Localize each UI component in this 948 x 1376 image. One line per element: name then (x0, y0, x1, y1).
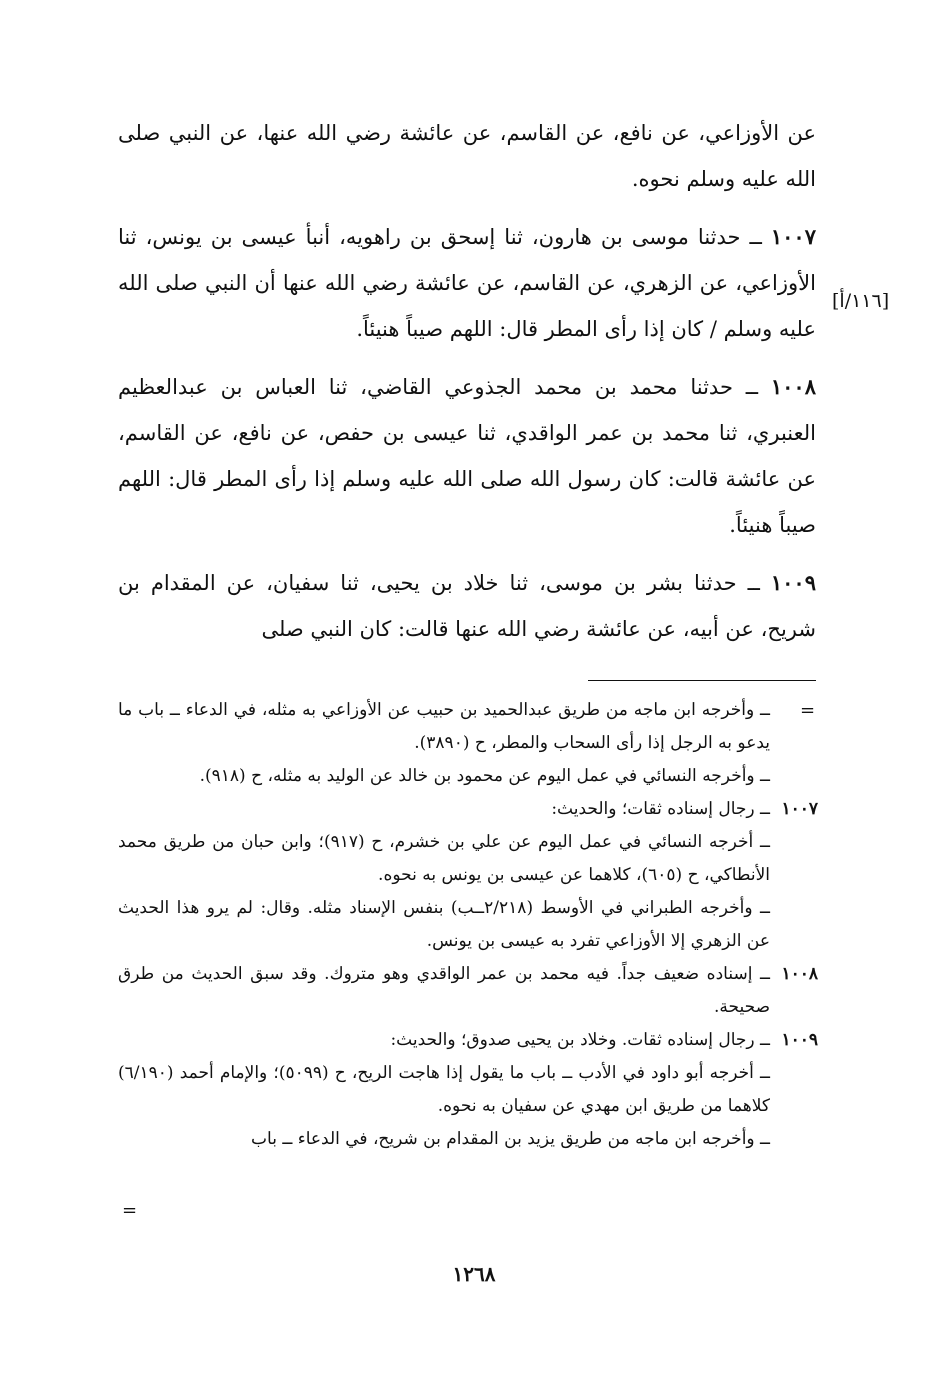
footnote-line: ــ وأخرجه الطبراني في الأوسط (٢/٢١٨ــب) بنفس الإسناد مثله. وقال: لم يرو هذا الحديث عن الزهري إلا الأوزاعي تفرد به عيسى بن يونس. (118, 898, 770, 951)
footnote-separator (588, 680, 816, 681)
footnote-label (770, 694, 818, 793)
footnote-continuation-mark: = (800, 700, 816, 721)
hadith-1008 (118, 364, 816, 548)
footnote-line: ــ رجال إسناده ثقات؛ والحديث: (551, 799, 770, 819)
footnote-body (118, 958, 770, 1024)
hadith-1009 (118, 560, 816, 652)
footnote-line: ــ إسناده ضعيف جداً. فيه محمد بن عمر الواقدي وهو متروك. وقد سبق الحديث من طرق صحيحة. (118, 964, 770, 1017)
hadith-1007 (118, 214, 816, 352)
footnote-line: ــ وأخرجه ابن ماجه من طريق يزيد بن المقدام بن شريح، في الدعاء ــ باب (251, 1129, 770, 1149)
footnote-continuation (118, 694, 818, 793)
hadith-text: ــ حدثنا محمد بن محمد الجذوعي القاضي، ثنا العباس بن عبدالعظيم العنبري، ثنا محمد بن عمر الواقدي، ثنا عيسى بن حفص، عن نافع، عن القاسم، عن عائشة قالت: كان رسول الله صلى الله عليه وسلم إذا رأى المطر قال: اللهم صيباً هنيئاً. (118, 375, 816, 537)
footnote-line: ــ رجال إسناده ثقات. وخلاد بن يحيى صدوق؛ والحديث: (390, 1030, 770, 1050)
footnote-label: ١٠٠٧ (781, 799, 818, 819)
footnotes (118, 694, 818, 1156)
footnote-1007 (118, 793, 818, 958)
footnote-body (118, 1024, 770, 1156)
page-number: ١٢٦٨ (452, 1262, 496, 1286)
footnote-end-mark: = (122, 1200, 138, 1221)
footnote-body (118, 694, 770, 793)
manuscript-folio-ref: [١١٦/أ] (832, 290, 890, 312)
hadith-number: ١٠٠٨ (770, 374, 816, 399)
footnote-line: ــ أخرجه أبو داود في الأدب ــ باب ما يقول إذا هاجت الريح، ح (٥٠٩٩)؛ والإمام أحمد (٦/١٩٠) كلاهما من طريق ابن مهدي عن سفيان به نحوه. (118, 1063, 770, 1116)
paragraph-continuation: عن الأوزاعي، عن نافع، عن القاسم، عن عائشة رضي الله عنها، عن النبي صلى الله عليه وسلم نحوه. (118, 121, 816, 191)
footnote-line: ــ وأخرجه النسائي في عمل اليوم عن محمود بن خالد عن الوليد به مثله، ح (٩١٨). (199, 766, 770, 786)
hadith-text: ــ حدثنا موسى بن هارون، ثنا إسحق بن راهويه، أنبأ عيسى بن يونس، ثنا الأوزاعي، عن الزهري، عن القاسم، عن عائشة رضي الله عنها أن النبي صلى الله عليه وسلم / كان إذا رأى المطر قال: اللهم صيباً هنيئاً. (118, 225, 816, 341)
footnote-body (118, 793, 770, 958)
footnote-label: ١٠٠٩ (781, 1030, 818, 1050)
main-text (118, 110, 816, 664)
footnote-label: ١٠٠٨ (781, 964, 818, 984)
hadith-number: ١٠٠٧ (770, 224, 816, 249)
footnote-1009 (118, 1024, 818, 1156)
hadith-number: ١٠٠٩ (770, 570, 816, 595)
footnote-line: ــ وأخرجه ابن ماجه من طريق عبدالحميد بن حبيب عن الأوزاعي به مثله، في الدعاء ــ باب ما يدعو به الرجل إذا رأى السحاب والمطر، ح (٣٨٩٠). (118, 700, 770, 753)
footnote-1008 (118, 958, 818, 1024)
hadith-text: ــ حدثنا بشر بن موسى، ثنا خلاد بن يحيى، ثنا سفيان، عن المقدام بن شريح، عن أبيه، عن عائشة رضي الله عنها قالت: كان النبي صلى (118, 571, 816, 641)
footnote-line: ــ أخرجه النسائي في عمل اليوم عن علي بن خشرم، ح (٩١٧)؛ وابن حبان من طريق محمد الأنطاكي، ح (٦٠٥)، كلاهما عن عيسى بن يونس به نحوه. (118, 832, 770, 885)
